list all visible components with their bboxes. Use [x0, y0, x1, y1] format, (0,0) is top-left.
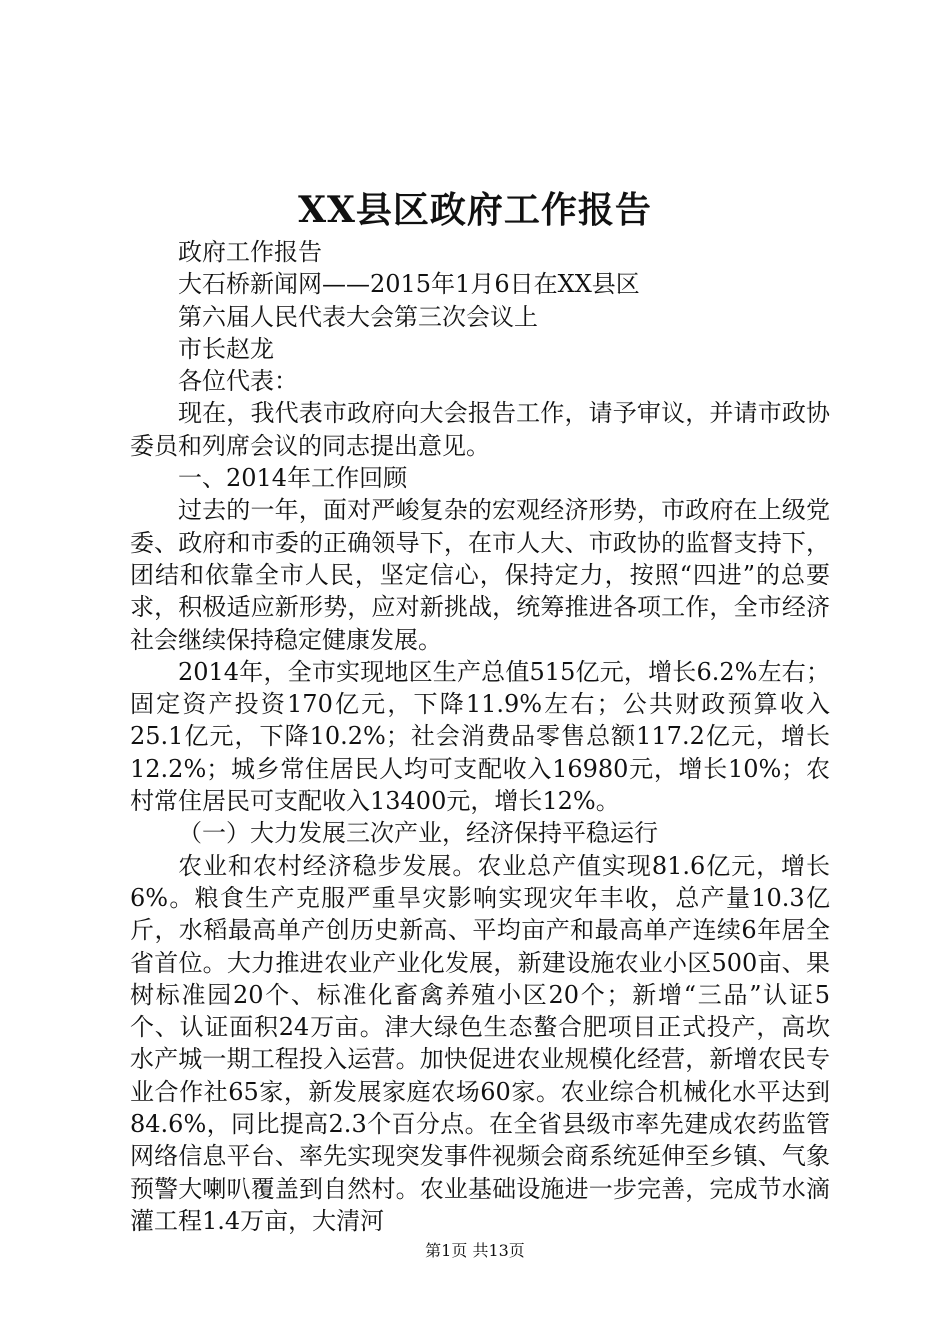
paragraph-source-line: 大石桥新闻网——2015年1月6日在XX县区: [178, 270, 640, 299]
section-heading-review: 一、2014年工作回顾: [178, 464, 408, 493]
paragraph-statistics: 2014年，全市实现地区生产总值515亿元，增长6.2%左右；固定资产投资170亿元，下降11.9%左右；公共财政预算收入25.1亿元，下降10.2%；社会消费品零售总额117.2亿元，增长12.2%；城乡常住居民人均可支配收入16980元，增长10%；农村常住居民可支配收入13400元，增长12%。: [130, 657, 830, 816]
document-body: [130, 236, 830, 1237]
paragraph-review: 过去的一年，面对严峻复杂的宏观经济形势，市政府在上级党委、政府和市委的正确领导下，在市人大、市政协的监督支持下，团结和依靠全市人民，坚定信心，保持定力，按照“四进”的总要求，积极适应新形势，应对新挑战，统筹推进各项工作，全市经济社会继续保持稳定健康发展。: [130, 496, 830, 654]
paragraph-meeting-line: 第六届人民代表大会第三次会议上: [178, 302, 538, 331]
paragraph-salutation: 各位代表：: [178, 367, 298, 396]
document-title: XX县区政府工作报告: [298, 189, 652, 231]
paragraph-speaker: 市长赵龙: [178, 334, 274, 363]
paragraph-intro: 现在，我代表市政府向大会报告工作，请予审议，并请市政协委员和列席会议的同志提出意见。: [130, 399, 830, 460]
paragraph-report-label: 政府工作报告: [178, 238, 322, 266]
subsection-heading-industry: （一）大力发展三次产业，经济保持平稳运行: [178, 819, 658, 848]
page-footer: 第1页 共13页: [425, 1241, 525, 1260]
paragraph-agriculture: 农业和农村经济稳步发展。农业总产值实现81.6亿元，增长6%。粮食生产克服严重旱灾影响实现灾年丰收，总产量10.3亿斤，水稻最高单产创历史新高、平均亩产和最高单产连续6年居全省首位。大力推进农业产业化发展，新建设施农业小区500亩、果树标准园20个、标准化畜禽养殖小区20个；新增“三品”认证5个、认证面积24万亩。津大绿色生态螯合肥项目正式投产，高坎水产城一期工程投入运营。加快促进农业规模化经营，新增农民专业合作社65家，新发展家庭农场60家。农业综合机械化水平达到84.6%，同比提高2.3个百分点。在全省县级市率先建成农药监管网络信息平台、率先实现突发事件视频会商系统延伸至乡镇、气象预警大喇叭覆盖到自然村。农业基础设施进一步完善，完成节水滴灌工程1.4万亩，大清河: [130, 851, 830, 1235]
